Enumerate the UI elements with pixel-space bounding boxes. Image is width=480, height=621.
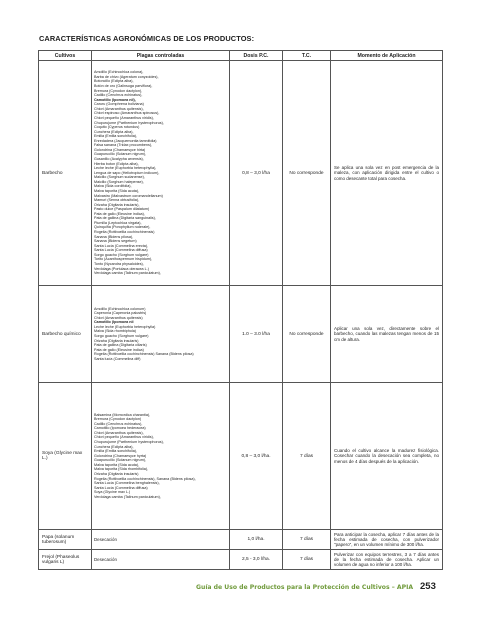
agronomic-table — [38, 50, 443, 570]
table-header-row — [39, 51, 443, 61]
pest-item: Malva (Sida cordifolia), — [94, 184, 132, 189]
header-tc: T.C. — [283, 51, 331, 61]
pest-item: Sorgo guacho (Sorghum vulgare) — [94, 252, 149, 257]
pests-cell — [92, 61, 230, 286]
moment-cell: Cuando el cultivo alcance la madurez fisiológica. Cosechar cuando la desecación sea completa, no menos de 4 días después de la aplicación. — [331, 383, 443, 530]
moment-cell: Para anticipar la cosecha, aplicar 7 días antes de la fecha estimada de cosecha, con pulverizador "papero", en un volumen mínimo de 300 l/ha. — [331, 530, 443, 550]
header-crops: Cultivos — [39, 51, 92, 61]
pest-item: Guapurucillo (Solanum nigrum), — [94, 458, 147, 463]
pest-item: Caruru (Gomphrena boliviana) — [94, 102, 144, 107]
dose-cell: 2,5 - 3,0 l/ha. — [230, 550, 283, 570]
crop-cell: Soya (Glycine max L.) — [39, 383, 92, 530]
pest-item: Cadillo (Cenchrus echinatus), — [94, 421, 143, 426]
pests-cell — [92, 383, 230, 530]
pest-item: Amolillo (Echinochloa colonum) — [94, 306, 146, 311]
pest-item: Torito (Acanthospermum hispidum), — [94, 257, 153, 262]
table-row — [39, 550, 443, 570]
pest-item: Bremura (Cynodon dactylon) — [94, 417, 142, 422]
pest-item: Amolillo (Echinochloa colona), — [94, 70, 144, 75]
header-pests: Plagas controladas — [92, 51, 230, 61]
pest-item: Chiori pequeño (Amaranthus viridis), — [94, 435, 154, 440]
pests-cell — [92, 550, 230, 570]
pest-item: Guapurucillo (Solanum nigrum), — [94, 152, 147, 157]
pest-item: Golondrina (Chamaesyce hirta) — [94, 147, 146, 152]
pest-item: Bremura (Cynodon dactylon), — [94, 88, 143, 93]
pest-item: Pata de gallina (Digitaria sanguinalis), — [94, 216, 156, 221]
table-row — [39, 286, 443, 383]
pest-item: Leche leche (Euphorbia heterophylla) — [94, 324, 156, 329]
section-title: CARACTERÍSTICAS AGRONÓMICAS DE LOS PRODUCTOS: — [39, 34, 255, 43]
footer-guide-title: Guía de Uso de Productos para la Protección de Cultivos – APIA — [196, 584, 414, 591]
pest-item: Leche leche (Euphorbia heterophylla), — [94, 166, 157, 171]
moment-cell: Aplicar una sola vez, directamente sobre el barbecho, cuando las malezas tengan menos de 15 cm de altura. — [331, 286, 443, 383]
table-row — [39, 61, 443, 286]
pest-item: Rogelia (Rottboellia cochinchinensis) Sanana (Bidens pilosa) — [94, 352, 194, 357]
pest-item: Pasto dulce (Paspalum dilatatum) — [94, 207, 150, 212]
pest-item: Camotillo (Ipomoea nil — [94, 320, 134, 325]
pest-item: Verdolaga (Portulaca oleracea L.) — [94, 266, 149, 271]
pest-item: Pata de gallo (Eleusine indica) — [94, 347, 144, 352]
crop-cell: Barbecho — [39, 61, 92, 286]
dose-cell: 0,8 – 3,0 l/ha. — [230, 383, 283, 530]
pest-item: Falsa sanana (Tridax procumbens), — [94, 143, 153, 148]
pest-item: Orizaha (Digitaria insularis) — [94, 471, 139, 476]
pest-item: Sanana (Bidens segetum) — [94, 239, 137, 244]
dose-cell: 1.0 – 3.0 l/ha — [230, 286, 283, 383]
pest-item: Orizaha (Digitaria insularis), — [94, 202, 140, 207]
pest-item: Chiori (Amaranthus quitensis), — [94, 106, 144, 111]
pest-item: Sorgo guacho (Sorghum vulgare) — [94, 334, 149, 338]
pest-item: Golondrina (Chamaesyce hyrta) — [94, 453, 147, 458]
pest-item: Orizaha (Digitaria insularis) — [94, 338, 139, 343]
pest-item: Verdolaga camba (Talinum paniculatum), — [94, 494, 161, 499]
pest-item: Camotillo (Ipomoea nil), — [94, 97, 136, 102]
pest-item: Chiori pequeño (Amaranthus viridis), — [94, 115, 154, 120]
pest-item: Santa Lucía (Commelina erecta), — [94, 243, 149, 248]
tc-cell: 7 días — [283, 383, 331, 530]
pest-item: Emilia (Emilia sonchifolia), — [94, 449, 138, 454]
pest-item: Botoncillo (Eclipta alba), — [94, 79, 134, 84]
pest-item: Gusanillo (Acalypha arvensis), — [94, 157, 144, 162]
page-number: 253 — [420, 581, 436, 592]
pest-item: Cadillo (Cenchrus echinatus), — [94, 93, 143, 98]
pest-item: Mamuri (Senna obtusifolia), — [94, 198, 140, 203]
crop-cell: Papa (solanum tuberosum) — [39, 530, 92, 550]
pest-item: Rogelia (Rottboellia cochinchinensis) — [94, 230, 155, 235]
pest-item: Camotillo (Ipomoea hederacea) — [94, 426, 146, 431]
tc-cell: No corresponde — [283, 286, 331, 383]
table-row — [39, 530, 443, 550]
pest-item: Malva taporita (Sida rhombifolia), — [94, 467, 149, 472]
pest-item: Chiori espinoso (Amaranthus spinosus), — [94, 111, 160, 116]
pest-item: Santa lucía (Commelina diff) — [94, 356, 141, 361]
pest-item: Pata de gallo (Eleusine indica), — [94, 211, 145, 216]
crop-cell: Barbecho químico — [39, 286, 92, 383]
pest-item: Quinquiña (Porophyllum ruderale), — [94, 225, 151, 230]
pest-item: Cunchera (Eclipta alba), — [94, 129, 134, 134]
pest-item: Enredadera (Jacquemontia tamnifolia) — [94, 138, 157, 143]
pests-cell — [92, 530, 230, 550]
pest-item: Malva (Sida rhombiphola) — [94, 329, 137, 334]
header-moment: Momento de Aplicación — [331, 51, 443, 61]
tc-cell: 7 días — [283, 530, 331, 550]
pest-item: Santa Lucía (Commelina diffusa) — [94, 248, 148, 253]
dose-cell: 0,8 – 3,0 l/ha — [230, 61, 283, 286]
table-row — [39, 383, 443, 530]
pest-item: Hierba boton (Eclipta alba), — [94, 161, 139, 166]
pest-item: Maicillo (Sorghum halepense), — [94, 179, 144, 184]
pest-item: Maicillo (Sorghum sudanense), — [94, 175, 145, 180]
header-dose: Dosis P.C. — [230, 51, 283, 61]
pest-item: Coquito (Cyperus rotundus) — [94, 125, 140, 130]
pest-item: Caperonia (Caperonia palustris) — [94, 311, 147, 316]
tc-cell: No corresponde — [283, 61, 331, 286]
pest-item: Desecación — [94, 556, 117, 562]
pest-item: Santa Lucía (Commelina benghalensis), — [94, 481, 160, 486]
pest-item: Chiori (Amaranthus quitensis) — [94, 315, 143, 320]
pest-item: Rogelia (Rottboellia cochinchinensis), Sanana (Bidens pilosa), — [94, 476, 196, 481]
pests-cell — [92, 286, 230, 383]
pest-item: Balsamina (Momordica charantia), — [94, 412, 151, 417]
pest-item: Malva taporita (Sida acuta), — [94, 462, 140, 467]
pest-item: Malvastro (Malvastrum coromandelianum) — [94, 193, 163, 198]
tc-cell: 7 días — [283, 550, 331, 570]
moment-cell: Pulverizar con equipos terrestres, 3 a 7 días antes de la fecha estimada de cosecha. Aplicar un volumen de agua no inferior a 100 l/ha. — [331, 550, 443, 570]
pest-item: Lengua de sapo (Heliotropium indicum), — [94, 170, 160, 175]
pest-item: Pata de gallina (Digitaria ciliaris) — [94, 343, 147, 348]
pest-item: Emilia (Emilia sonchifolia), — [94, 134, 138, 139]
pest-item: Chupurujume (Parthenium hysterophorus), — [94, 440, 164, 445]
pest-item: Malva taporita (Sida acuta), — [94, 188, 140, 193]
pest-item: Sanana (Bidens pilosa), — [94, 234, 134, 239]
pest-item: Soya (Glycine max L.) — [94, 490, 131, 495]
pest-item: Santa Lucía (Commelina diffusa) — [94, 485, 148, 490]
pest-item: Botón de oro (Galinsoga parviflora), — [94, 84, 153, 89]
pest-item: Chiori (Amaranthus quitensis), — [94, 430, 144, 435]
pest-item: Tonto (Nycandra physaloides), — [94, 261, 144, 266]
dose-cell: 1,0 l/ha. — [230, 530, 283, 550]
pest-item: Barba de chivo (Ageratum conyzoides), — [94, 74, 159, 79]
pest-item: Chupurujume (Parthenium hysterophorus), — [94, 120, 164, 125]
crop-cell: Frejol (Phaseolus vulgaris L) — [39, 550, 92, 570]
pest-item: Plumilla (Leptochloa virgata), — [94, 220, 142, 225]
pest-item: Verdolaga camba (Talinum paniculatum), — [94, 271, 161, 276]
pest-item: Cunchera (Eclipta alba), — [94, 444, 134, 449]
moment-cell: Se aplica una sola vez en post emergencia de la maleza, con aplicación dirigida entre el cultivo o como desecante total para cosecha. — [331, 61, 443, 286]
pest-item: Desecación — [94, 536, 117, 542]
